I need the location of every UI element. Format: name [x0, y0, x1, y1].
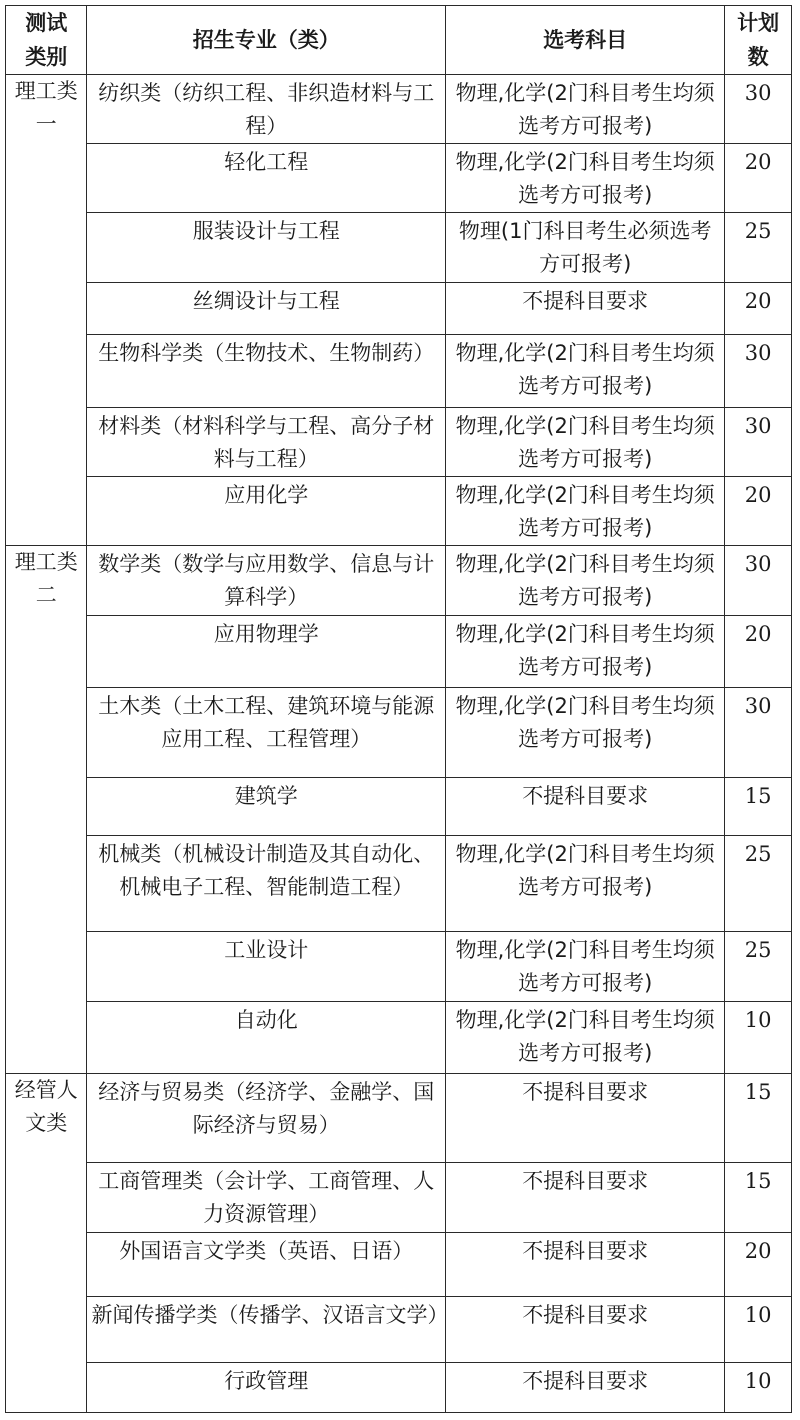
plan-count-cell [725, 836, 792, 932]
plan-count-cell [725, 778, 792, 836]
plan-count-cell-text: 10 [744, 1303, 772, 1327]
subjects-cell-text: 物理,化学(2门科目考生均须选考方可报考) [455, 842, 715, 899]
plan-count-cell-text: 30 [744, 414, 772, 438]
plan-count-cell [725, 1297, 792, 1363]
table-row [6, 283, 792, 335]
plan-count-cell-text: 30 [744, 341, 772, 365]
plan-count-cell [725, 1002, 792, 1074]
major-cell-text: 土木类（土木工程、建筑环境与能源应用工程、工程管理） [98, 694, 435, 751]
table-row [6, 1233, 792, 1297]
table-row [6, 778, 792, 836]
table-row [6, 836, 792, 932]
major-cell-text: 轻化工程 [224, 150, 309, 174]
plan-count-cell [725, 1074, 792, 1163]
plan-count-cell-text: 20 [744, 1239, 772, 1263]
subjects-cell [446, 144, 725, 213]
subjects-cell [446, 408, 725, 477]
subjects-cell-text: 物理,化学(2门科目考生均须选考方可报考) [455, 938, 715, 995]
subjects-cell [446, 283, 725, 335]
plan-count-cell-text: 10 [744, 1369, 772, 1393]
subjects-cell [446, 477, 725, 546]
plan-count-cell [725, 1363, 792, 1413]
subjects-cell-text: 物理,化学(2门科目考生均须选考方可报考) [455, 622, 715, 679]
subjects-cell [446, 688, 725, 778]
major-cell [87, 1074, 446, 1163]
plan-count-cell-text: 15 [744, 1169, 772, 1193]
plan-count-cell [725, 1163, 792, 1233]
header-subjects: 选考科目 [446, 6, 725, 75]
subjects-cell-text: 不提科目要求 [522, 1169, 649, 1193]
major-cell-text: 数学类（数学与应用数学、信息与计算科学） [98, 552, 435, 609]
major-cell [87, 836, 446, 932]
plan-count-cell [725, 932, 792, 1002]
subjects-cell-text: 物理,化学(2门科目考生均须选考方可报考) [455, 150, 715, 207]
subjects-cell [446, 836, 725, 932]
subjects-cell [446, 75, 725, 144]
category-cell: 理工类二 [6, 546, 87, 1074]
subjects-cell-text: 物理,化学(2门科目考生均须选考方可报考) [455, 81, 715, 138]
header-plan-count: 计划数 [725, 6, 792, 75]
plan-count-cell-text: 20 [744, 150, 772, 174]
major-cell-text: 机械类（机械设计制造及其自动化、机械电子工程、智能制造工程） [98, 842, 435, 899]
subjects-cell [446, 335, 725, 408]
subjects-cell [446, 1163, 725, 1233]
major-cell [87, 1002, 446, 1074]
plan-count-cell-text: 15 [744, 784, 772, 808]
plan-count-cell [725, 335, 792, 408]
table-row [6, 335, 792, 408]
header-major: 招生专业（类） [87, 6, 446, 75]
plan-count-cell [725, 213, 792, 283]
plan-count-cell-text: 10 [744, 1008, 772, 1032]
major-cell [87, 932, 446, 1002]
subjects-cell [446, 1233, 725, 1297]
table-row [6, 213, 792, 283]
plan-count-cell-text: 30 [744, 694, 772, 718]
subjects-cell [446, 1074, 725, 1163]
plan-count-cell-text: 25 [744, 842, 772, 866]
major-cell-text: 纺织类（纺织工程、非织造材料与工程） [98, 81, 435, 138]
table-body [6, 75, 792, 1413]
plan-count-cell [725, 546, 792, 616]
subjects-cell [446, 546, 725, 616]
major-cell-text: 应用化学 [224, 483, 309, 507]
category-cell: 理工类一 [6, 75, 87, 546]
plan-count-cell-text: 30 [744, 552, 772, 576]
plan-count-cell-text: 25 [744, 219, 772, 243]
subjects-cell [446, 1002, 725, 1074]
subjects-cell [446, 616, 725, 688]
subjects-cell [446, 778, 725, 836]
subjects-cell-text: 物理,化学(2门科目考生均须选考方可报考) [455, 552, 715, 609]
subjects-cell-text: 不提科目要求 [522, 1080, 649, 1104]
plan-count-cell-text: 20 [744, 622, 772, 646]
major-cell [87, 546, 446, 616]
major-cell [87, 75, 446, 144]
table-row [6, 688, 792, 778]
major-cell [87, 477, 446, 546]
major-cell-text: 材料类（材料科学与工程、高分子材料与工程） [98, 414, 435, 471]
table-row [6, 616, 792, 688]
subjects-cell-text: 不提科目要求 [522, 1369, 649, 1393]
table-row [6, 144, 792, 213]
plan-count-cell-text: 30 [744, 81, 772, 105]
major-cell-text: 经济与贸易类（经济学、金融学、国际经济与贸易） [98, 1080, 435, 1137]
major-cell-text: 自动化 [234, 1008, 298, 1032]
admission-plan-table-wrapper [5, 5, 792, 1413]
plan-count-cell [725, 75, 792, 144]
subjects-cell-text: 不提科目要求 [522, 289, 649, 313]
table-row [6, 75, 792, 144]
major-cell [87, 1233, 446, 1297]
subjects-cell-text: 不提科目要求 [522, 1303, 649, 1327]
subjects-cell-text: 物理,化学(2门科目考生均须选考方可报考) [455, 694, 715, 751]
major-cell [87, 688, 446, 778]
subjects-cell-text: 物理,化学(2门科目考生均须选考方可报考) [455, 483, 715, 540]
major-cell [87, 335, 446, 408]
subjects-cell-text: 不提科目要求 [522, 1239, 649, 1263]
major-cell [87, 408, 446, 477]
subjects-cell-text: 物理,化学(2门科目考生均须选考方可报考) [455, 414, 715, 471]
plan-count-cell-text: 20 [744, 289, 772, 313]
header-test-category: 测试类别 [6, 6, 87, 75]
plan-count-cell [725, 144, 792, 213]
subjects-cell-text: 物理,化学(2门科目考生均须选考方可报考) [455, 1008, 715, 1065]
table-row [6, 1002, 792, 1074]
table-row [6, 1297, 792, 1363]
plan-count-cell-text: 20 [744, 483, 772, 507]
plan-count-cell [725, 688, 792, 778]
table-header-row [6, 6, 792, 75]
major-cell-text: 丝绸设计与工程 [192, 289, 340, 313]
major-cell [87, 1163, 446, 1233]
category-cell: 经管人文类 [6, 1074, 87, 1413]
plan-count-cell [725, 408, 792, 477]
subjects-cell-text: 物理(1门科目考生必须选考方可报考) [458, 219, 712, 276]
subjects-cell-text: 不提科目要求 [522, 784, 649, 808]
major-cell [87, 616, 446, 688]
table-row [6, 546, 792, 616]
plan-count-cell-text: 25 [744, 938, 772, 962]
major-cell [87, 144, 446, 213]
plan-count-cell [725, 283, 792, 335]
plan-count-cell [725, 616, 792, 688]
plan-count-cell [725, 1233, 792, 1297]
table-row [6, 1363, 792, 1413]
major-cell-text: 行政管理 [224, 1369, 309, 1393]
major-cell [87, 1363, 446, 1413]
table-row [6, 1074, 792, 1163]
subjects-cell [446, 1297, 725, 1363]
major-cell-text: 建筑学 [234, 784, 298, 808]
major-cell-text: 工商管理类（会计学、工商管理、人力资源管理） [98, 1169, 435, 1226]
plan-count-cell [725, 477, 792, 546]
admission-plan-table [5, 5, 792, 1413]
table-row [6, 477, 792, 546]
plan-count-cell-text: 15 [744, 1080, 772, 1104]
major-cell-text: 新闻传播学类（传播学、汉语言文学） [91, 1303, 449, 1327]
major-cell-text: 应用物理学 [213, 622, 319, 646]
table-row [6, 408, 792, 477]
subjects-cell-text: 物理,化学(2门科目考生均须选考方可报考) [455, 341, 715, 398]
major-cell [87, 213, 446, 283]
subjects-cell [446, 932, 725, 1002]
major-cell [87, 1297, 449, 1363]
major-cell-text: 工业设计 [224, 938, 309, 962]
major-cell-text: 生物科学类（生物技术、生物制药） [98, 341, 435, 365]
major-cell [87, 778, 446, 836]
table-row [6, 932, 792, 1002]
subjects-cell [446, 213, 725, 283]
table-row [6, 1163, 792, 1233]
subjects-cell [446, 1363, 725, 1413]
major-cell-text: 服装设计与工程 [192, 219, 340, 243]
major-cell-text: 外国语言文学类（英语、日语） [119, 1239, 414, 1263]
major-cell [87, 283, 446, 335]
